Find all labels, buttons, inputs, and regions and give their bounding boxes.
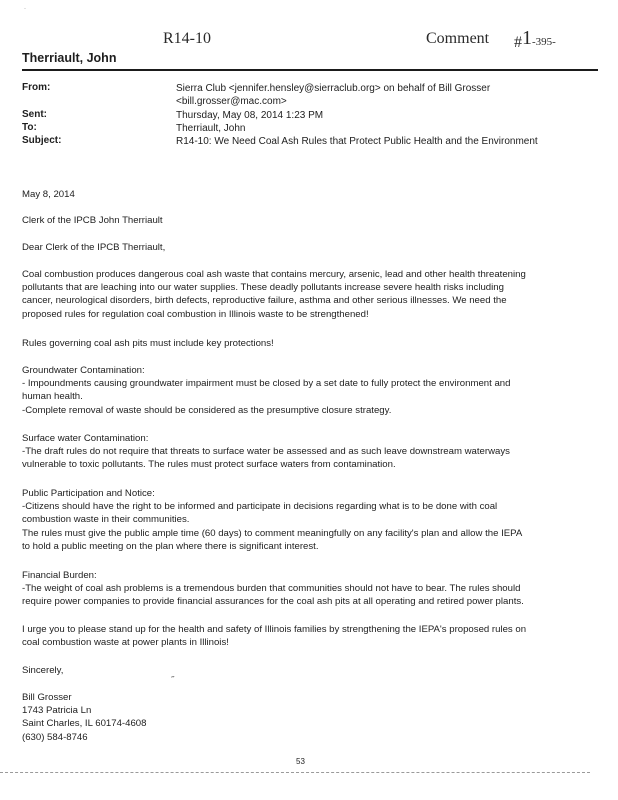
subject-value: R14-10: We Need Coal Ash Rules that Protect Public Health and the Environment <box>176 136 538 147</box>
sent-value: Thursday, May 08, 2014 1:23 PM <box>176 110 324 121</box>
docket-stamp: R14-10 <box>163 30 211 47</box>
section-heading: Public Participation and Notice: <box>22 488 155 499</box>
paragraph-line: combustion waste in their communities. <box>22 514 190 526</box>
from-value <box>176 82 606 108</box>
letter-date: May 8, 2014 <box>22 189 75 200</box>
intro-paragraph <box>22 268 572 321</box>
signature-name: Bill Grosser <box>22 692 72 703</box>
paragraph-line: -Complete removal of waste should be considered as the presumptive closure strategy. <box>22 404 392 416</box>
comment-stamp-label: Comment <box>426 30 490 47</box>
header-rule <box>22 69 598 71</box>
paragraph-line: to hold a public meeting on the plan where there is significant interest. <box>22 540 319 552</box>
participation-section <box>22 487 572 553</box>
groundwater-section <box>22 364 572 417</box>
paragraph-line: -Citizens should have the right to be informed and participate in decisions regarding what is to be done with coal <box>22 501 498 513</box>
signature-city: Saint Charles, IL 60174-4608 <box>22 718 147 730</box>
subject-label: Subject: <box>22 135 62 146</box>
signature-block <box>22 691 572 744</box>
paragraph-line: cancer, neurological disorders, birth defects, reproductive failure, asthma and other serious illnesses. We need the <box>22 295 507 307</box>
hash-mark: # <box>514 34 522 51</box>
paragraph-line: The rules must give the public ample time (60 days) to comment meaningfully on any facility's plan and allow the IEPA <box>22 527 523 539</box>
paragraph-line: coal combustion waste at power plants in Illinois! <box>22 637 229 649</box>
from-label: From: <box>22 82 51 93</box>
paragraph-line: Coal combustion produces dangerous coal ash waste that contains mercury, arsenic, lead and other health threatening <box>22 269 526 280</box>
scan-mark: · <box>24 6 26 12</box>
comment-number-suffix: -395- <box>532 36 556 48</box>
paragraph-line: - Impoundments causing groundwater impairment must be closed by a set date to fully protect the environment and <box>22 378 511 390</box>
from-value-line2: <bill.grosser@mac.com> <box>176 96 287 107</box>
page-number: 53 <box>296 757 305 766</box>
financial-section <box>22 569 572 609</box>
protections-intro: Rules governing coal ash pits must include key protections! <box>22 338 274 349</box>
paragraph-line: require power companies to provide financial assurances for the coal ash pits at all operating and retired power plants. <box>22 596 524 608</box>
signature-street: 1743 Patricia Ln <box>22 705 92 717</box>
surface-water-section <box>22 432 572 472</box>
paragraph-line: -The weight of coal ash problems is a tremendous burden that communities should not have to bear. The rules should <box>22 583 521 595</box>
letter-addressee: Clerk of the IPCB John Therriault <box>22 215 163 226</box>
letter-salutation: Dear Clerk of the IPCB Therriault, <box>22 242 166 253</box>
paragraph-line: -The draft rules do not require that threats to surface water be assessed and as such leave downstream waterways <box>22 446 510 458</box>
signature-phone: (630) 584-8746 <box>22 731 88 743</box>
section-heading: Groundwater Contamination: <box>22 365 145 376</box>
valediction: Sincerely, <box>22 665 64 676</box>
paragraph-line: pollutants that are leaching into our water supplies. These deadly pollutants increase severe health risks including <box>22 282 504 294</box>
comment-number-main: 1 <box>522 27 532 49</box>
pen-mark: ˝ <box>171 675 174 685</box>
paragraph-line: proposed rules for regulation coal combustion in Illinois waste to be strengthened! <box>22 308 369 320</box>
from-value-line1: Sierra Club <jennifer.hensley@sierraclub.org> on behalf of Bill Grosser <box>176 83 491 94</box>
sent-label: Sent: <box>22 109 47 120</box>
to-value: Therriault, John <box>176 123 246 134</box>
section-heading: Surface water Contamination: <box>22 433 149 444</box>
section-heading: Financial Burden: <box>22 570 97 581</box>
paragraph-line: vulnerable to toxic pollutants. The rules must protect surface waters from contamination. <box>22 459 396 471</box>
comment-number-stamp <box>514 27 556 53</box>
sender-name: Therriault, John <box>22 51 117 65</box>
closing-paragraph <box>22 623 572 649</box>
paragraph-line: human health. <box>22 391 83 403</box>
paragraph-line: I urge you to please stand up for the health and safety of Illinois families by strengthening the IEPA's proposed rules on <box>22 624 527 635</box>
footer-rule <box>0 772 590 773</box>
to-label: To: <box>22 122 37 133</box>
